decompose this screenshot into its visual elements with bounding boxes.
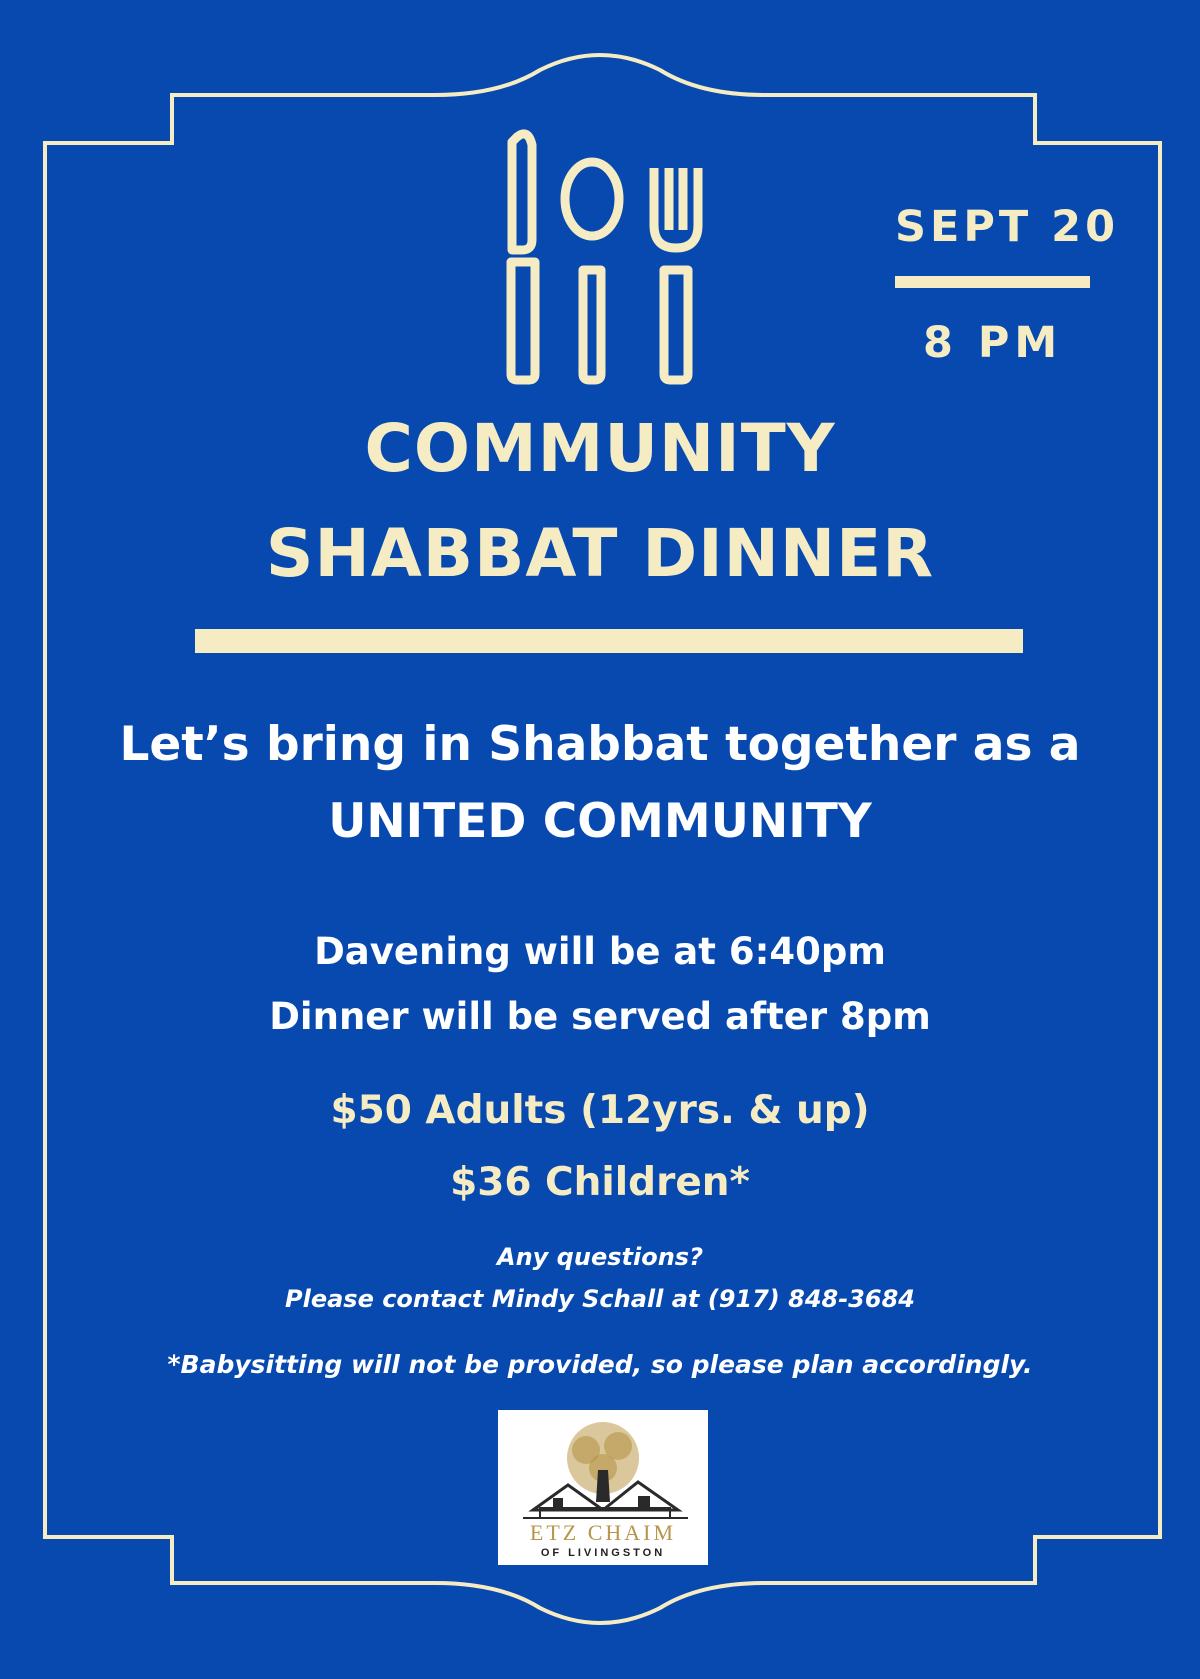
fork-icon <box>654 168 698 380</box>
title-divider <box>195 629 1023 653</box>
knife-icon <box>511 134 535 380</box>
event-time: 8 PM <box>923 318 1063 368</box>
title-line-1: COMMUNITY <box>364 410 836 487</box>
davening-time: Davening will be at 6:40pm <box>314 930 886 973</box>
questions-heading: Any questions? <box>497 1243 703 1271</box>
contact-details: Please contact Mindy Schall at (917) 848-3684 <box>285 1285 915 1313</box>
dinner-time: Dinner will be served after 8pm <box>269 995 931 1038</box>
adult-price: $50 Adults (12yrs. & up) <box>330 1088 870 1133</box>
spoon-icon <box>565 162 619 380</box>
logo-subtitle: OF LIVINGSTON <box>540 1547 666 1559</box>
etz-chaim-logo <box>498 1410 708 1565</box>
child-price: $36 Children* <box>450 1160 750 1205</box>
event-date: SEPT 20 <box>895 202 1119 252</box>
tagline-line-2: UNITED COMMUNITY <box>328 794 872 849</box>
babysitting-note: *Babysitting will not be provided, so please plan accordingly. <box>167 1350 1033 1379</box>
logo-name: ETZ CHAIM <box>529 1520 677 1545</box>
title-line-2: SHABBAT DINNER <box>265 515 935 592</box>
tagline-line-1: Let’s bring in Shabbat together as a <box>119 717 1081 772</box>
date-divider <box>895 276 1090 288</box>
